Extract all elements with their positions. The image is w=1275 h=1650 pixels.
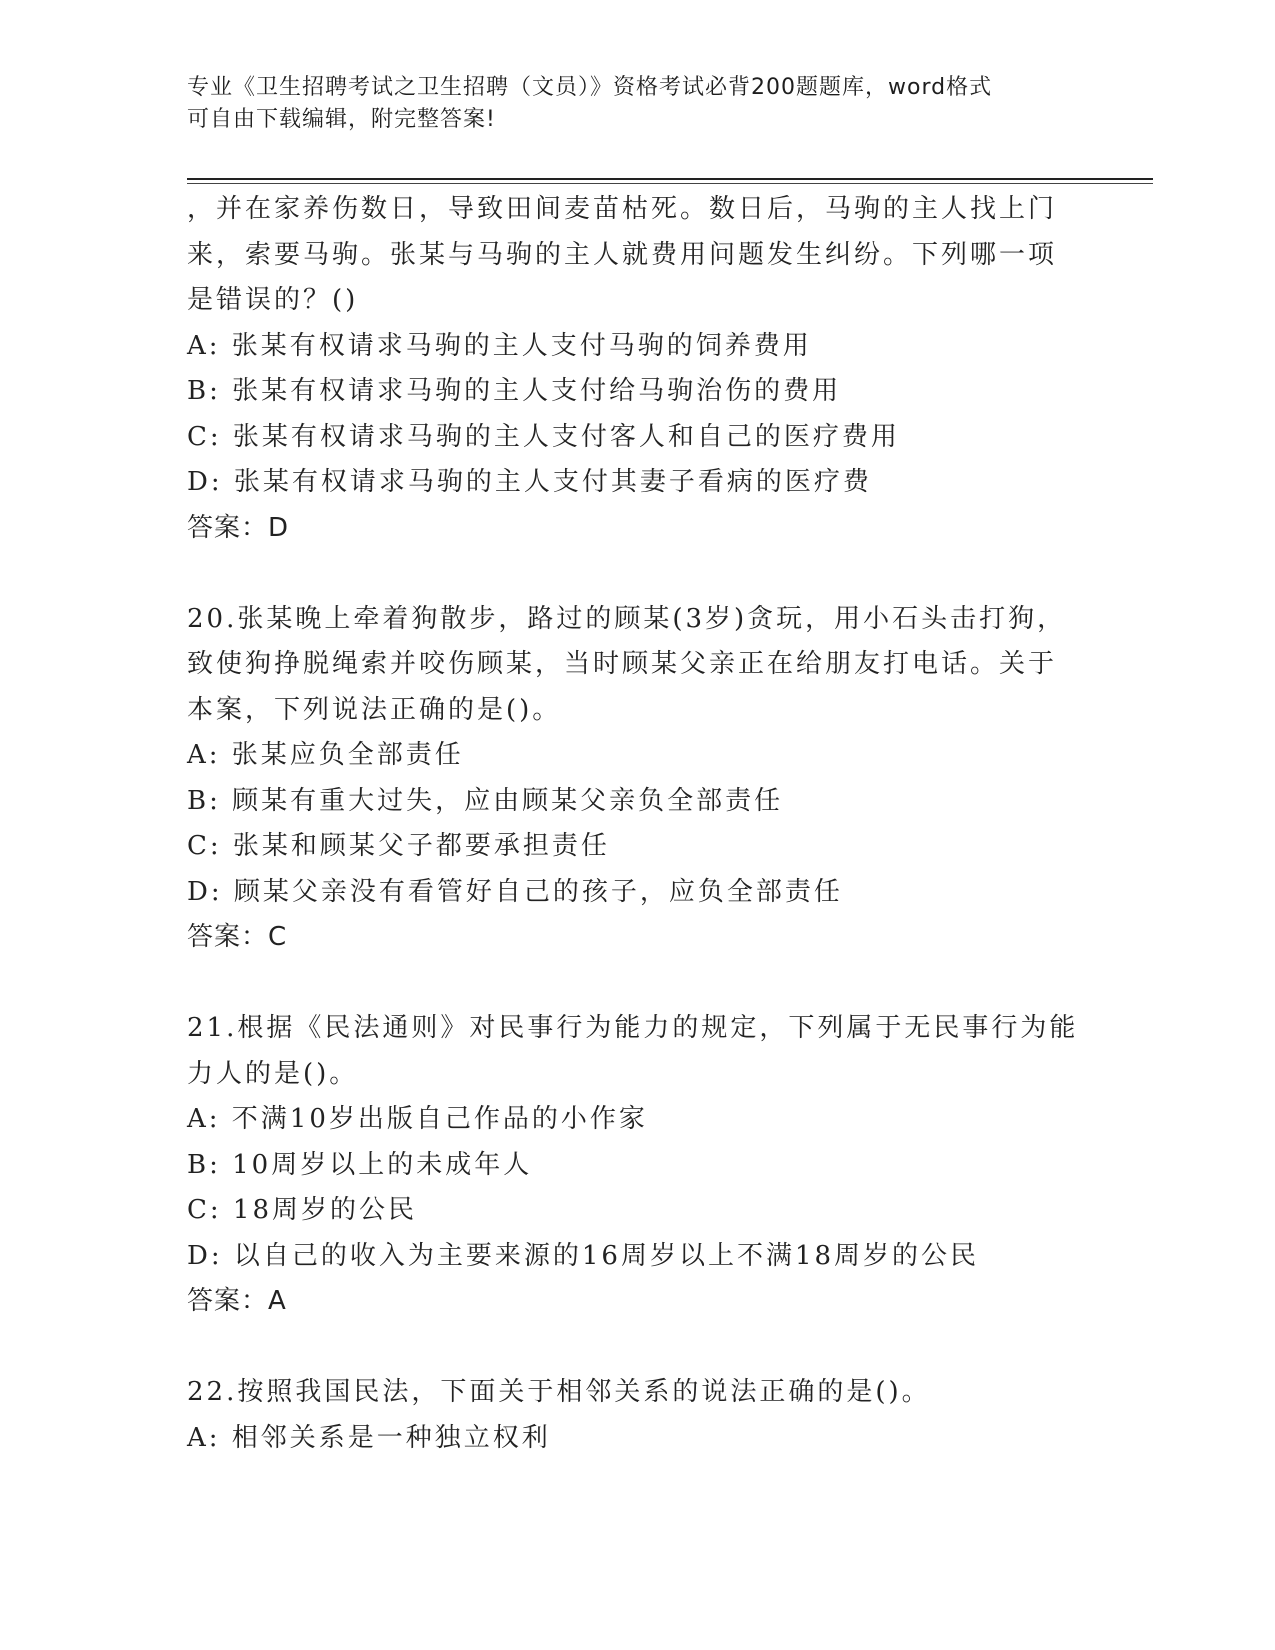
option-d: D: 以自己的收入为主要来源的16周岁以上不满18周岁的公民 bbox=[187, 1240, 980, 1271]
question-stem-line: 来，索要马驹。张某与马驹的主人就费用问题发生纠纷。下列哪一项 bbox=[187, 239, 1058, 270]
option-a: A: 不满10岁出版自己作品的小作家 bbox=[187, 1104, 648, 1134]
question-19 bbox=[187, 187, 1077, 551]
document-header bbox=[187, 72, 1087, 136]
option-d: D: 张某有权请求马驹的主人支付其妻子看病的医疗费 bbox=[187, 467, 872, 497]
option-c: C: 张某有权请求马驹的主人支付客人和自己的医疗费用 bbox=[187, 421, 900, 452]
option-b: B: 顾某有重大过失，应由顾某父亲负全部责任 bbox=[187, 785, 784, 816]
option-b: B: 张某有权请求马驹的主人支付给马驹治伤的费用 bbox=[187, 376, 842, 406]
question-stem-line: 22.按照我国民法，下面关于相邻关系的说法正确的是()。 bbox=[187, 1377, 931, 1407]
header-title-line-2: 可自由下载编辑，附完整答案! bbox=[187, 107, 496, 132]
answer-label: 答案：C bbox=[187, 922, 288, 952]
question-stem-line: 21.根据《民法通则》对民事行为能力的规定，下列属于无民事行为能 bbox=[187, 1013, 1079, 1043]
question-stem-line: 20.张某晚上牵着狗散步，路过的顾某(3岁)贪玩，用小石头击打狗， bbox=[187, 603, 1067, 634]
option-d: D: 顾某父亲没有看管好自己的孩子，应负全部责任 bbox=[187, 876, 843, 907]
question-stem-line: 是错误的？() bbox=[187, 285, 359, 315]
question-stem-line: 力人的是()。 bbox=[187, 1058, 359, 1089]
question-22 bbox=[187, 1370, 1077, 1461]
option-b: B: 10周岁以上的未成年人 bbox=[187, 1149, 533, 1180]
question-spacer bbox=[187, 551, 1077, 597]
option-a: A: 张某应负全部责任 bbox=[187, 740, 464, 770]
question-stem-line: 本案，下列说法正确的是()。 bbox=[187, 694, 562, 725]
option-c: C: 张某和顾某父子都要承担责任 bbox=[187, 831, 610, 861]
header-title-line-1: 专业《卫生招聘考试之卫生招聘（文员）》资格考试必背200题题库，word格式 bbox=[187, 75, 993, 100]
question-list bbox=[187, 187, 1077, 1461]
header-divider-thin bbox=[187, 183, 1153, 184]
answer-label: 答案：D bbox=[187, 512, 290, 543]
option-a: A: 张某有权请求马驹的主人支付马驹的饲养费用 bbox=[187, 330, 812, 361]
answer-label: 答案：A bbox=[187, 1286, 287, 1316]
question-spacer bbox=[187, 1325, 1077, 1371]
question-spacer bbox=[187, 961, 1077, 1007]
question-stem-line: ，并在家养伤数日，导致田间麦苗枯死。数日后，马驹的主人找上门 bbox=[187, 194, 1058, 224]
question-20 bbox=[187, 597, 1077, 961]
option-a: A: 相邻关系是一种独立权利 bbox=[187, 1422, 551, 1453]
question-stem-line: 致使狗挣脱绳索并咬伤顾某，当时顾某父亲正在给朋友打电话。关于 bbox=[187, 649, 1058, 679]
question-21 bbox=[187, 1006, 1077, 1325]
header-divider-thick bbox=[187, 178, 1153, 180]
option-c: C: 18周岁的公民 bbox=[187, 1195, 418, 1225]
